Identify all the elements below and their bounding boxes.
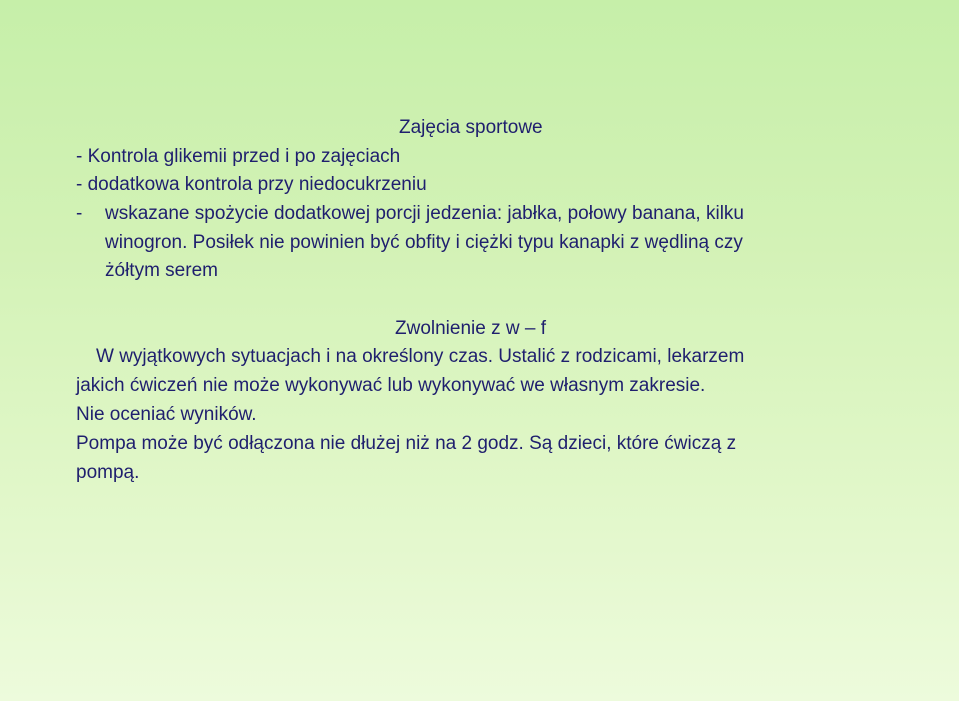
text-line-glycemia-control: - Kontrola glikemii przed i po zajęciach [76,146,401,167]
bullet-dash: - [76,203,83,224]
section-title-pe-exemption: Zwolnienie z w – f [395,318,547,339]
text-line-no-grading: Nie oceniać wyników. [76,404,257,425]
text-line-meal-advice: winogron. Posiłek nie powinien być obfity i ciężki typu kanapki z wędliną czy [105,232,743,253]
text-line-snack-recommendation: wskazane spożycie dodatkowej porcji jedzenia: jabłka, połowy banana, kilku [105,203,744,224]
text-line-pump: pompą. [76,462,140,483]
text-line-additional-control: - dodatkowa kontrola przy niedocukrzeniu [76,174,427,195]
text-line-cheese: żółtym serem [105,260,218,281]
text-line-pump-disconnect: Pompa może być odłączona nie dłużej niż na 2 godz. Są dzieci, które ćwiczą z [76,433,737,454]
text-line-exercise-limits: jakich ćwiczeń nie może wykonywać lub wykonywać we własnym zakresie. [76,375,706,396]
text-line-exceptional-situations: W wyjątkowych sytuacjach i na określony czas. Ustalić z rodzicami, lekarzem [96,346,745,367]
section-title-sports: Zajęcia sportowe [399,117,543,138]
